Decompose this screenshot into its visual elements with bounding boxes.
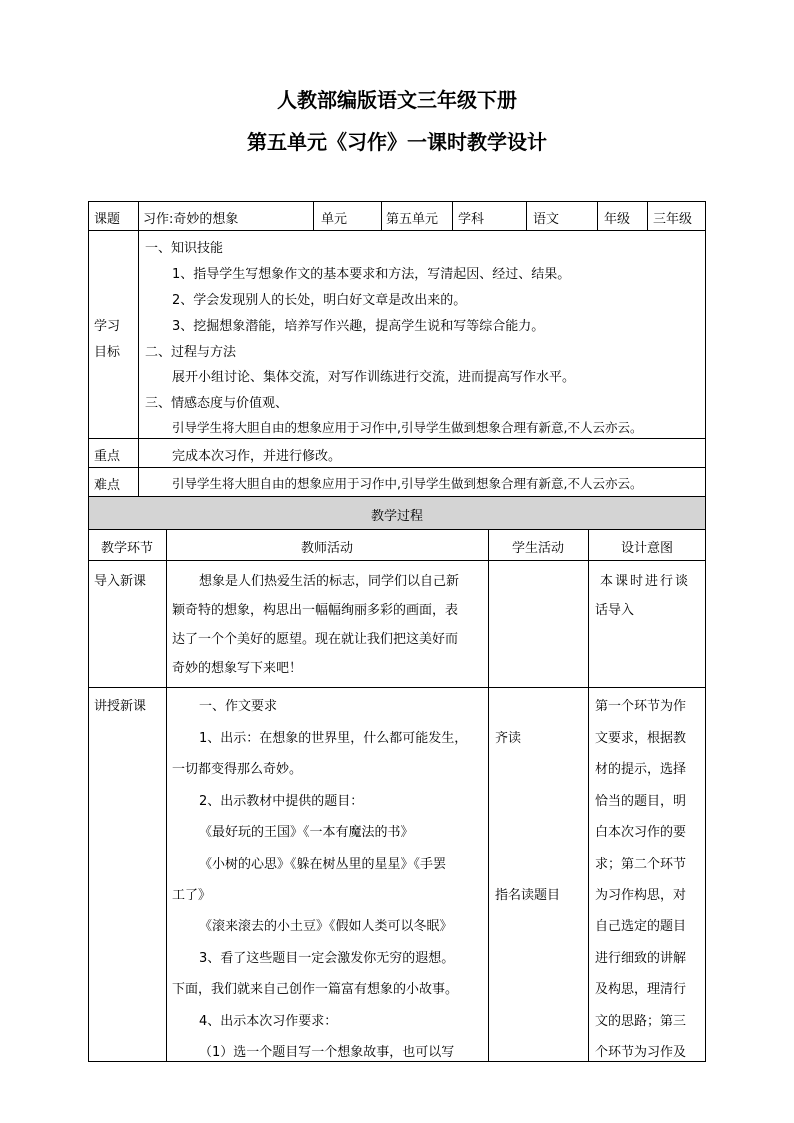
intent-line: 个环节为习作及 bbox=[595, 1045, 687, 1060]
document-title: 人教部编版语文三年级下册 bbox=[277, 88, 517, 112]
teacher-line: 达了一个个美好的愿望。现在就让我们把这美好而 bbox=[172, 632, 459, 647]
intent-line: 话导入 bbox=[595, 603, 635, 618]
intent-line: 本课时进行谈 bbox=[600, 574, 691, 589]
goal-line: 展开小组讨论、集体交流，对写作训练进行交流，进而提高写作水平。 bbox=[172, 370, 576, 385]
student-line: 指名读题目 bbox=[495, 888, 561, 903]
intent-line: 恰当的题目，明 bbox=[595, 794, 687, 809]
teacher-line: 想象是人们热爱生活的标志，同学们以自己新 bbox=[199, 574, 460, 589]
course-value: 习作:奇妙的想象 bbox=[143, 212, 239, 227]
teacher-line: 下面，我们就来自己创作一篇富有想象的小故事。 bbox=[172, 982, 459, 997]
teacher-line: 一、作文要求 bbox=[199, 699, 278, 714]
teacher-line: 3、看了这些题目一定会激发你无穷的遐想。 bbox=[199, 951, 455, 966]
grade-label: 年级 bbox=[604, 212, 631, 227]
unit-label: 单元 bbox=[321, 212, 348, 227]
intent-line: 文要求，根据教 bbox=[595, 731, 687, 746]
teacher-line: 《最好玩的王国》《一本有魔法的书》 bbox=[199, 825, 414, 840]
course-label: 课题 bbox=[94, 212, 121, 227]
difficulty-label: 难点 bbox=[94, 478, 121, 493]
goals-label-2: 目标 bbox=[94, 345, 121, 360]
goal-line: 引导学生将大胆自由的想象应用于习作中,引导学生做到想象合理有新意,不人云亦云。 bbox=[172, 420, 643, 435]
process-title: 教学过程 bbox=[370, 509, 423, 524]
teacher-line: （1）选一个题目写一个想象故事，也可以写 bbox=[199, 1045, 455, 1060]
document-subtitle: 第五单元《习作》一课时教学设计 bbox=[247, 130, 547, 154]
teacher-line: 一切都变得那么奇妙。 bbox=[172, 762, 303, 777]
teacher-line: 《滚来滚去的小土豆》《假如人类可以冬眠》 bbox=[199, 919, 453, 934]
stage-new-lesson: 讲授新课 bbox=[94, 699, 147, 714]
subject-value: 语文 bbox=[533, 212, 560, 227]
teacher-line: 颖奇特的想象，构思出一幅幅绚丽多彩的画面，表 bbox=[172, 603, 459, 618]
header-teacher: 教师活动 bbox=[300, 541, 353, 556]
teacher-line: 2、出示教材中提供的题目： bbox=[199, 794, 364, 809]
goal-line: 三、情感态度与价值观、 bbox=[145, 396, 289, 411]
intent-line: 为习作构思，对 bbox=[595, 888, 687, 903]
intent-line: 文的思路；第三 bbox=[595, 1014, 687, 1029]
grade-value: 三年级 bbox=[653, 212, 693, 227]
teacher-line: 《小树的心思》《躲在树丛里的星星》《手罢 bbox=[199, 857, 447, 872]
key-point-text: 完成本次习作，并进行修改。 bbox=[172, 449, 342, 464]
difficulty-text: 引导学生将大胆自由的想象应用于习作中,引导学生做到想象合理有新意,不人云亦云。 bbox=[172, 476, 643, 491]
teacher-line: 奇妙的想象写下来吧！ bbox=[172, 661, 303, 676]
header-intent: 设计意图 bbox=[620, 541, 673, 556]
subject-label: 学科 bbox=[458, 212, 485, 227]
teacher-line: 工了》 bbox=[172, 888, 212, 903]
student-line: 齐读 bbox=[495, 731, 522, 746]
header-student: 学生活动 bbox=[511, 541, 564, 556]
teacher-line: 4、出示本次习作要求： bbox=[199, 1014, 338, 1029]
intent-line: 自己选定的题目 bbox=[595, 919, 687, 934]
goal-line: 1、指导学生写想象作文的基本要求和方法，写清起因、经过、结果。 bbox=[172, 267, 571, 282]
intent-line: 第一个环节为作 bbox=[595, 699, 687, 714]
intent-line: 白本次习作的要 bbox=[595, 825, 687, 840]
intent-line: 及构思，理清行 bbox=[595, 982, 687, 997]
unit-value: 第五单元 bbox=[386, 212, 439, 227]
teacher-line: 1、出示：在想象的世界里，什么都可能发生， bbox=[199, 731, 468, 746]
intent-line: 材的提示，选择 bbox=[595, 762, 687, 777]
goal-line: 一、知识技能 bbox=[145, 241, 224, 256]
intent-line: 进行细致的讲解 bbox=[595, 951, 687, 966]
goals-label-1: 学习 bbox=[94, 319, 121, 334]
intent-line: 求；第二个环节 bbox=[595, 857, 687, 872]
stage-intro: 导入新课 bbox=[94, 574, 147, 589]
goal-line: 3、挖掘想象潜能，培养写作兴趣，提高学生说和写等综合能力。 bbox=[172, 319, 545, 334]
goal-line: 2、学会发现别人的长处，明白好文章是改出来的。 bbox=[172, 293, 467, 308]
key-point-label: 重点 bbox=[94, 449, 121, 464]
header-stage: 教学环节 bbox=[100, 541, 153, 556]
goal-line: 二、过程与方法 bbox=[145, 345, 237, 360]
